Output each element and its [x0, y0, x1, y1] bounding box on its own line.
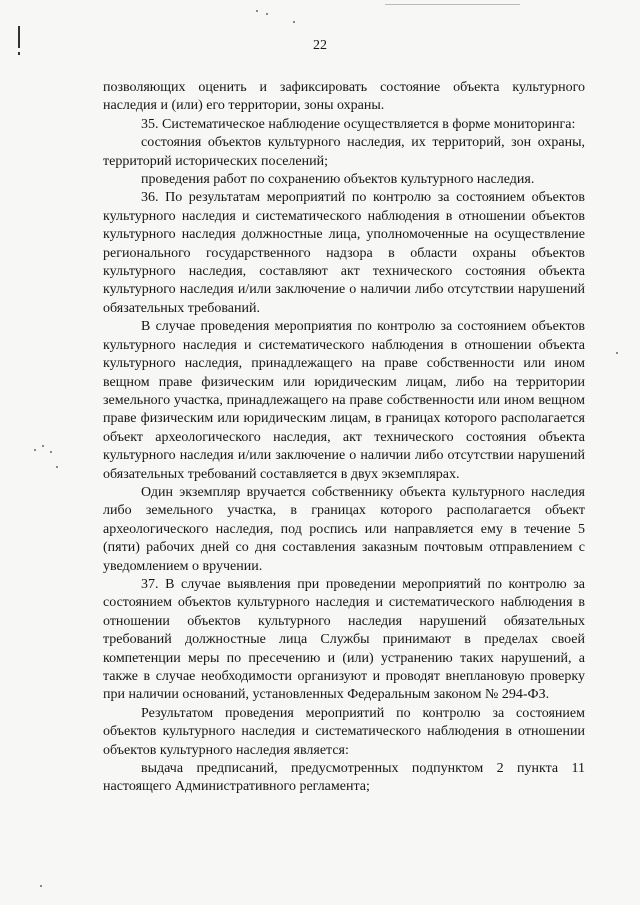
paragraph-copy-delivery: Один экземпляр вручается собственнику объекта культурного наследия либо земельного участка, в границах которого располагается объект археологического наследия, под роспись или направляется ему в течение 5 (пяти) рабочих дней со дня составления заказным почтовым отправлением с уведомлением о вручении. — [103, 484, 585, 574]
document-body — [103, 79, 585, 797]
scan-speck — [256, 10, 258, 12]
paragraph-monitoring-works: проведения работ по сохранению объектов культурного наследия. — [141, 172, 535, 188]
scan-speck — [34, 449, 36, 451]
page-number: 22 — [313, 38, 327, 53]
paragraph-continuation: позволяющих оценить и зафиксировать состояние объекта культурного наследия и (или) его территории, зоны охраны. — [103, 80, 585, 114]
scan-speck — [293, 21, 295, 23]
scan-top-line — [385, 4, 520, 5]
paragraph-clause-36: 36. По результатам мероприятий по контролю за состоянием объектов культурного наследия и систематического наблюдения в отношении объектов культурного наследия должностные лица, уполномоченные на осуществление регионального государственного надзора в области охраны объектов культурного наследия, составляют акт технического состояния объекта культурного наследия и/или заключение о наличии либо отсутствии нарушений обязательных требований. — [103, 190, 585, 316]
paragraph-private-ownership: В случае проведения мероприятия по контролю за состоянием объектов культурного наследия и систематического наблюдения в отношении объекта культурного наследия, принадлежащего на праве собственности или ином вещном праве физическим или юридическим лицам, либо на территории земельного участка, принадлежащего на праве собственности или ином вещном праве физическим или юридическим лицам, в границах которого располагается объект археологического наследия, акт технического состояния объекта культурного наследия и/или заключение о наличии либо отсутствии нарушений обязательных требований составляется в двух экземплярах. — [103, 319, 585, 482]
paragraph-clause-37: 37. В случае выявления при проведении мероприятий по контролю за состоянием объектов культурного наследия и систематического наблюдения в отношении объектов культурного наследия нарушений обязательных требований должностные лица Службы принимают в пределах своей компетенции меры по пресечению и (или) устранению таких нарушений, а также в случае необходимости организуют и проводят внеплановую проверку при наличии оснований, установленных Федеральным законом № 294-ФЗ. — [103, 576, 585, 703]
paragraph-clause-35: 35. Систематическое наблюдение осуществляется в форме мониторинга: — [141, 116, 576, 132]
paragraph-monitoring-objects: состояния объектов культурного наследия, их территорий, зон охраны, территорий исторических поселений; — [103, 135, 585, 169]
scan-speck — [266, 13, 268, 15]
scan-speck — [616, 352, 618, 354]
scan-speck — [42, 445, 44, 447]
scan-speck — [50, 451, 52, 453]
scan-speck — [56, 466, 58, 468]
scan-speck — [40, 885, 42, 887]
paragraph-prescriptions: выдача предписаний, предусмотренных подпунктом 2 пункта 11 настоящего Административного регламента; — [103, 761, 585, 795]
paragraph-results: Результатом проведения мероприятий по контролю за состоянием объектов культурного наследия и систематического наблюдения в отношении объектов культурного наследия является: — [103, 705, 585, 758]
